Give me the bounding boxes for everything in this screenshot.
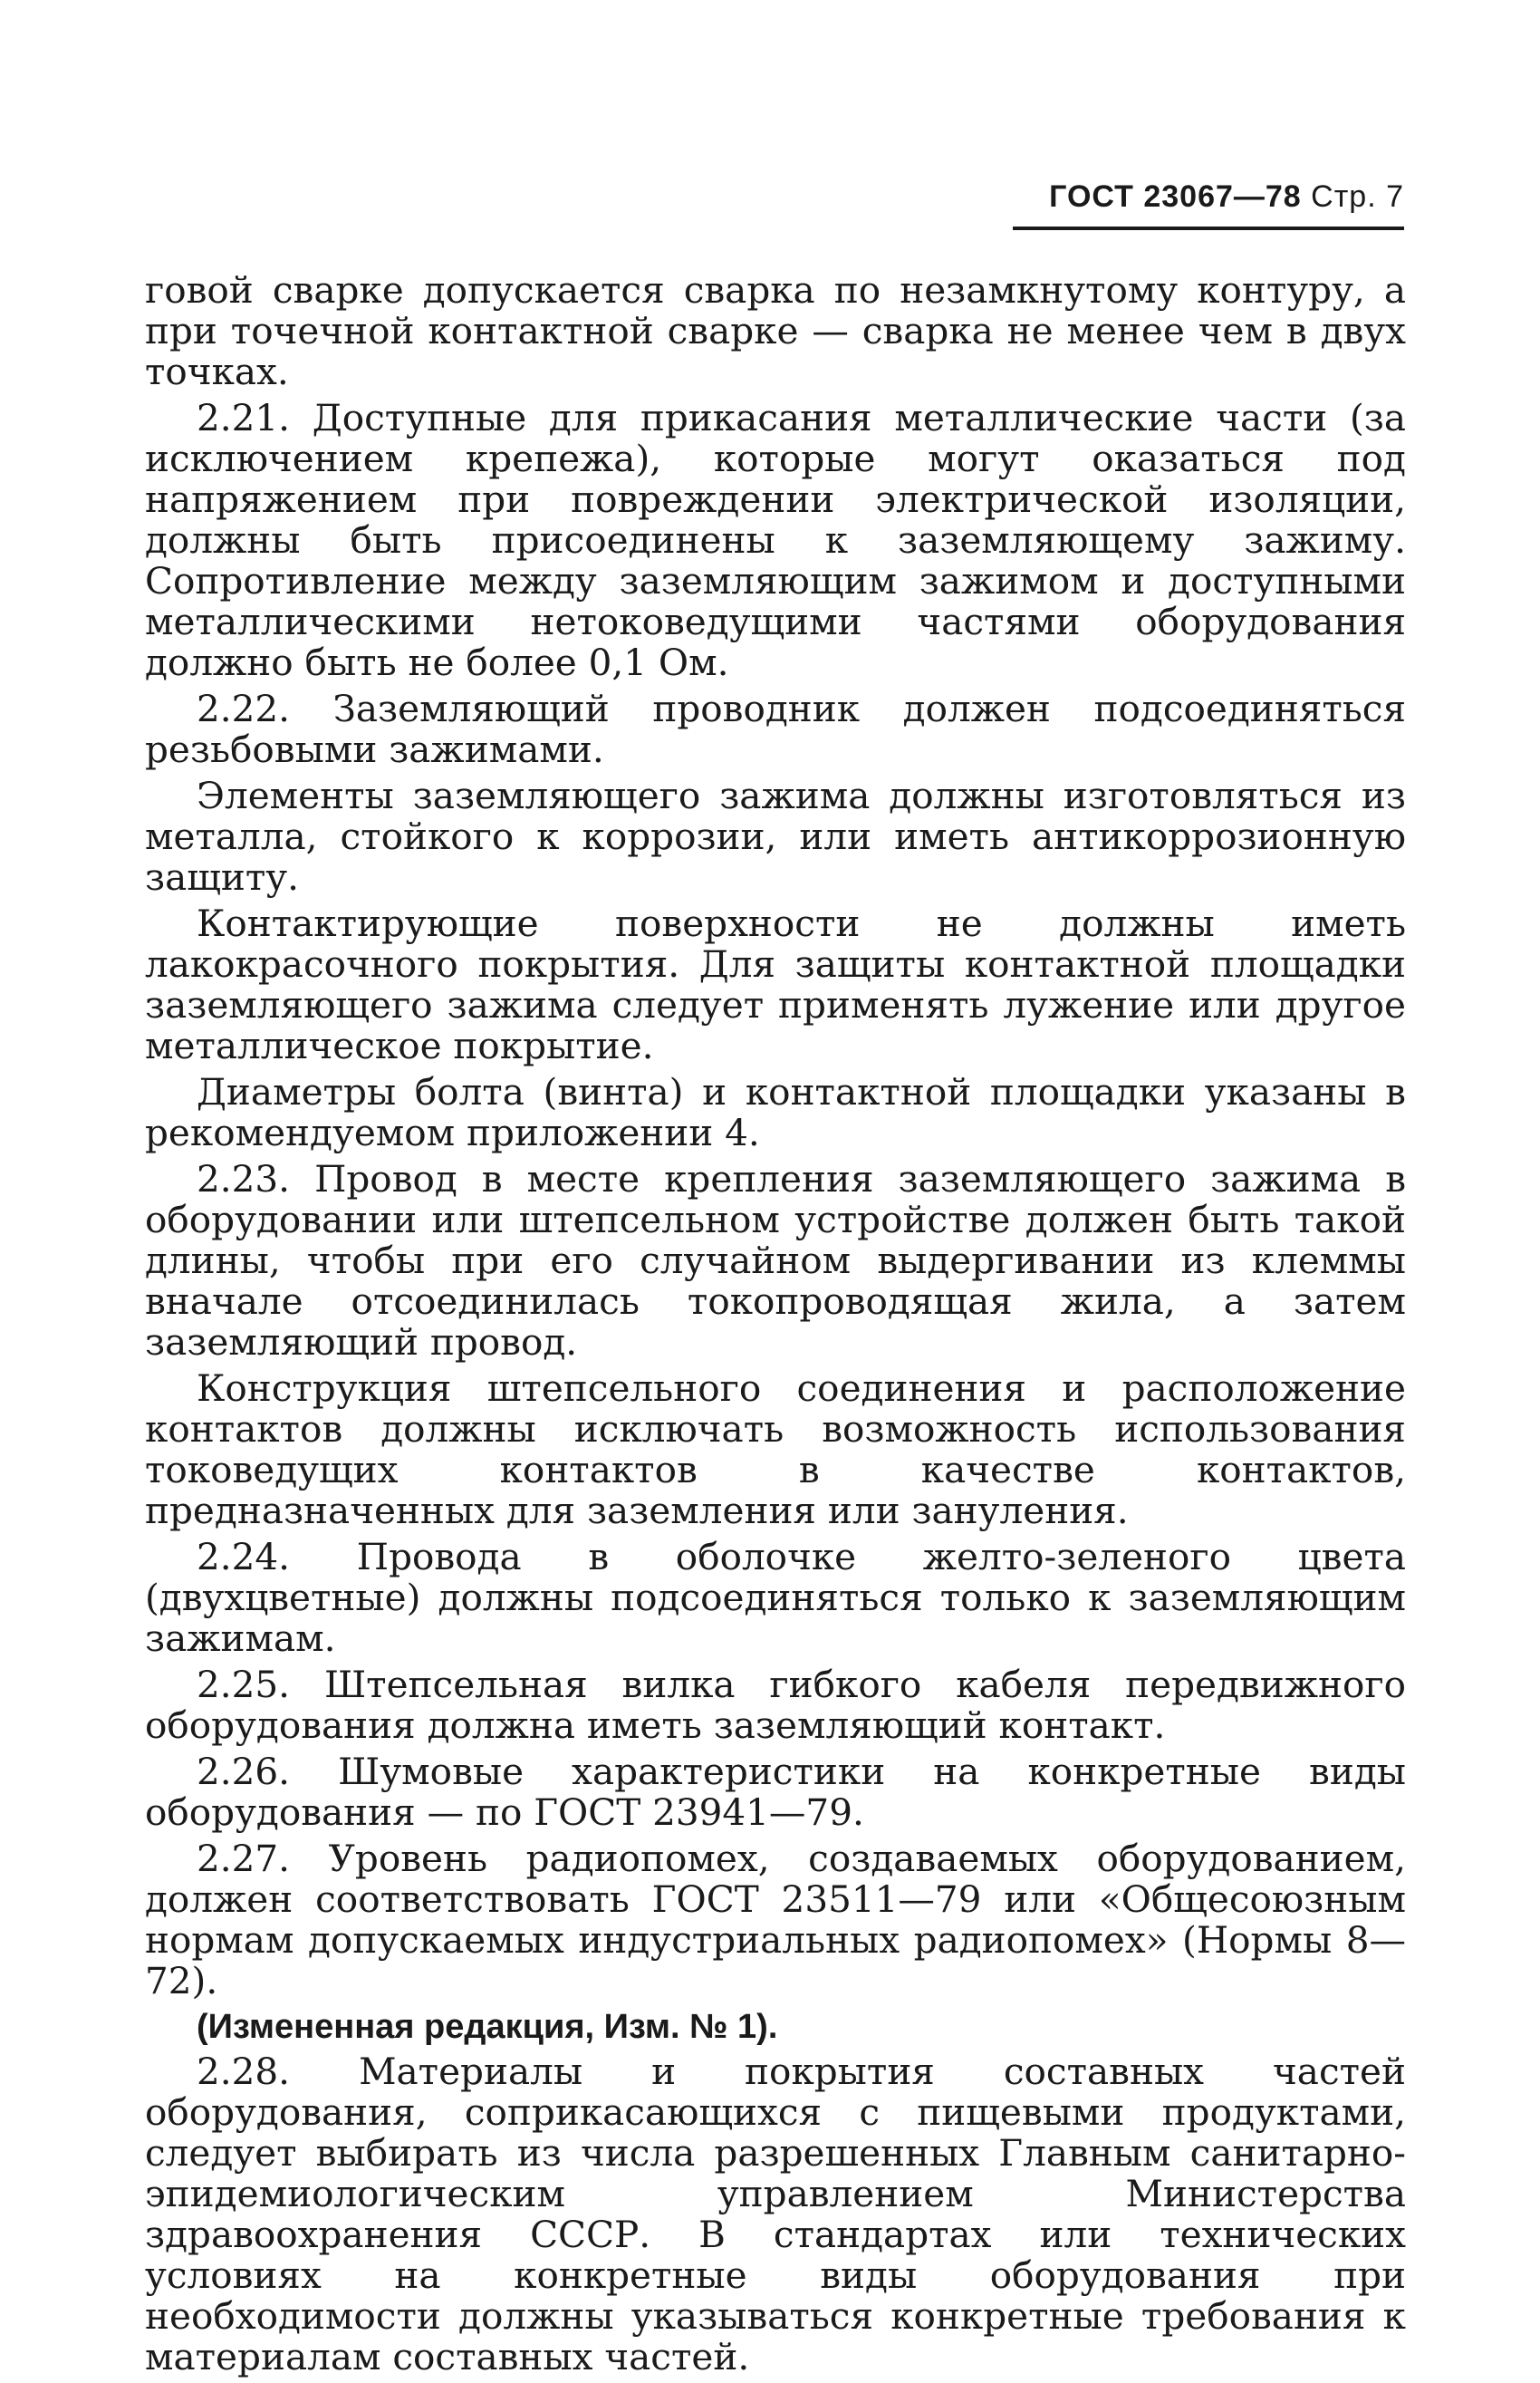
clause-text: Штепсельная вилка гибкого кабеля передвижного оборудования должна иметь заземляющий контакт. <box>145 1663 1406 1747</box>
clause-2-27 <box>145 1838 1406 2002</box>
paragraph-bolt-diameters <box>145 1072 1406 1153</box>
clause-text: Материалы и покрытия составных частей оборудования, соприкасающихся с пищевыми продуктами, следует выбирать из числа разрешенных Главным санитарно-эпидемиологическим управлением Министерства здравоохранения СССР. В стандартах или технических условиях на конкретные виды оборудования при необходимости должны указываться конкретные требования к материалам составных частей. <box>145 2050 1406 2378</box>
clause-2-28 <box>145 2051 1406 2378</box>
clause-2-23 <box>145 1159 1406 1363</box>
amendment-note: (Измененная редакция, Изм. № 1). <box>197 2008 778 2046</box>
document-id: ГОСТ 23067—78 <box>1049 179 1302 214</box>
clause-number: 2.21. <box>197 396 291 439</box>
paragraph-text: Конструкция штепсельного соединения и расположение контактов должны исключать возможность использования токоведущих контактов в качестве контактов, предназначенных для заземления или зануления. <box>145 1366 1406 1532</box>
document-body <box>145 270 1406 2383</box>
clause-text: Шумовые характеристики на конкретные виды оборудования — по ГОСТ 23941—79. <box>145 1750 1407 1834</box>
header-rule <box>1013 227 1404 230</box>
clause-number: 2.23. <box>197 1157 291 1201</box>
paragraph-text: Диаметры болта (винта) и контактной площадки указаны в рекомендуемом приложении 4. <box>145 1070 1406 1154</box>
clause-text: Провода в оболочке желто-зеленого цвета (двухцветные) должны подсоединяться только к заземляющим зажимам. <box>145 1535 1407 1660</box>
clause-2-25 <box>145 1664 1406 1746</box>
clause-number: 2.22. <box>197 687 291 730</box>
page-header <box>1049 179 1404 215</box>
paragraph-text: говой сварке допускается сварка по незамкнутому контуру, а при точечной контактной сварке — сварка не менее чем в двух точках. <box>145 268 1406 393</box>
clause-text: Доступные для прикасания металлические части (за исключением крепежа), которые могут оказаться под напряжением при повреждении электрической изоляции, должны быть присоединены к заземляющему зажиму. Сопротивление между заземляющим зажимом и доступными металлическими нетоковедущими частями оборудования должно быть не более 0,1 Ом. <box>145 396 1406 684</box>
clause-2-24 <box>145 1537 1406 1659</box>
paragraph-continuation <box>145 270 1406 392</box>
paragraph-contact-surfaces <box>145 903 1406 1066</box>
clause-2-26 <box>145 1751 1406 1833</box>
clause-text: Провод в месте крепления заземляющего зажима в оборудовании или штепсельном устройстве должен быть такой длины, чтобы при его случайном выдергивании из клеммы вначале отсоединилась токопроводящая жила, а затем заземляющий провод. <box>145 1157 1406 1364</box>
page-number: Стр. 7 <box>1311 179 1404 214</box>
paragraph-text: Элементы заземляющего зажима должны изготовляться из металла, стойкого к коррозии, или иметь антикоррозионную защиту. <box>145 774 1406 899</box>
clause-2-21 <box>145 398 1406 683</box>
clause-number: 2.24. <box>197 1535 291 1578</box>
clause-text: Заземляющий проводник должен подсоединяться резьбовыми зажимами. <box>145 687 1407 771</box>
clause-number: 2.27. <box>197 1837 291 1880</box>
clause-number: 2.26. <box>197 1750 291 1793</box>
paragraph-plug-construction <box>145 1368 1406 1531</box>
paragraph-grounding-elements <box>145 776 1406 898</box>
paragraph-text: Контактирующие поверхности не должны иметь лакокрасочного покрытия. Для защиты контактной площадки заземляющего зажима следует применять лужение или другое металлическое покрытие. <box>145 902 1406 1067</box>
clause-number: 2.28. <box>197 2050 291 2093</box>
clause-2-22 <box>145 689 1406 770</box>
clause-text: Уровень радиопомех, создаваемых оборудованием, должен соответствовать ГОСТ 23511—79 или «Общесоюзным нормам допускаемых индустриальных радиопомех» (Нормы 8—72). <box>145 1837 1406 2002</box>
clause-number: 2.25. <box>197 1663 291 1706</box>
